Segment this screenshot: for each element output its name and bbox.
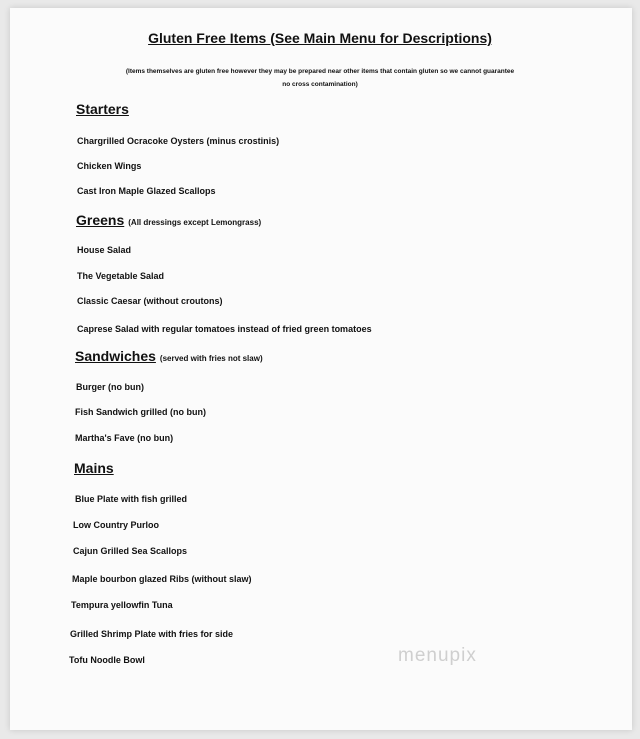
- section-note: (All dressings except Lemongrass): [128, 218, 262, 227]
- menu-item: Grilled Shrimp Plate with fries for side: [70, 629, 234, 639]
- menu-item: Cajun Grilled Sea Scallops: [73, 546, 188, 556]
- menu-item: Tofu Noodle Bowl: [69, 655, 145, 665]
- watermark-logo: menupix: [398, 645, 477, 666]
- section-mains: [74, 460, 114, 476]
- menu-item: Cast Iron Maple Glazed Scallops: [77, 186, 216, 196]
- menu-item: Low Country Purloo: [73, 520, 159, 530]
- menu-item: Martha's Fave (no bun): [75, 433, 174, 443]
- menu-item: Maple bourbon glazed Ribs (without slaw): [72, 574, 252, 584]
- menu-item: Chargrilled Ocracoke Oysters (minus crostinis): [77, 136, 280, 146]
- menu-item: Chicken Wings: [77, 161, 142, 171]
- menu-item: Fish Sandwich grilled (no bun): [75, 407, 206, 417]
- disclaimer-line-1: (Items themselves are gluten free however they may be prepared near other items that contain gluten so we cannot guarantee: [125, 68, 515, 75]
- menu-item: Blue Plate with fish grilled: [75, 494, 188, 504]
- section-heading: Starters: [76, 101, 129, 117]
- section-note: (served with fries not slaw): [159, 354, 263, 363]
- menu-item: The Vegetable Salad: [77, 271, 165, 281]
- menu-item: Tempura yellowfin Tuna: [71, 600, 173, 610]
- page-title: Gluten Free Items (See Main Menu for Descriptions): [148, 30, 492, 46]
- section-greens: [76, 212, 261, 228]
- section-heading: Mains: [74, 460, 114, 476]
- menu-item: Burger (no bun): [76, 382, 144, 392]
- disclaimer-line-2: no cross contamination): [282, 81, 358, 88]
- section-sandwiches: [75, 348, 263, 364]
- menu-item: Classic Caesar (without croutons): [77, 296, 223, 306]
- section-heading: Greens: [76, 212, 125, 228]
- menu-item: Caprese Salad with regular tomatoes instead of fried green tomatoes: [77, 324, 372, 334]
- menu-item: House Salad: [77, 245, 132, 255]
- section-heading: Sandwiches: [75, 348, 156, 364]
- section-starters: [76, 101, 129, 117]
- disclaimer-note: [60, 65, 580, 91]
